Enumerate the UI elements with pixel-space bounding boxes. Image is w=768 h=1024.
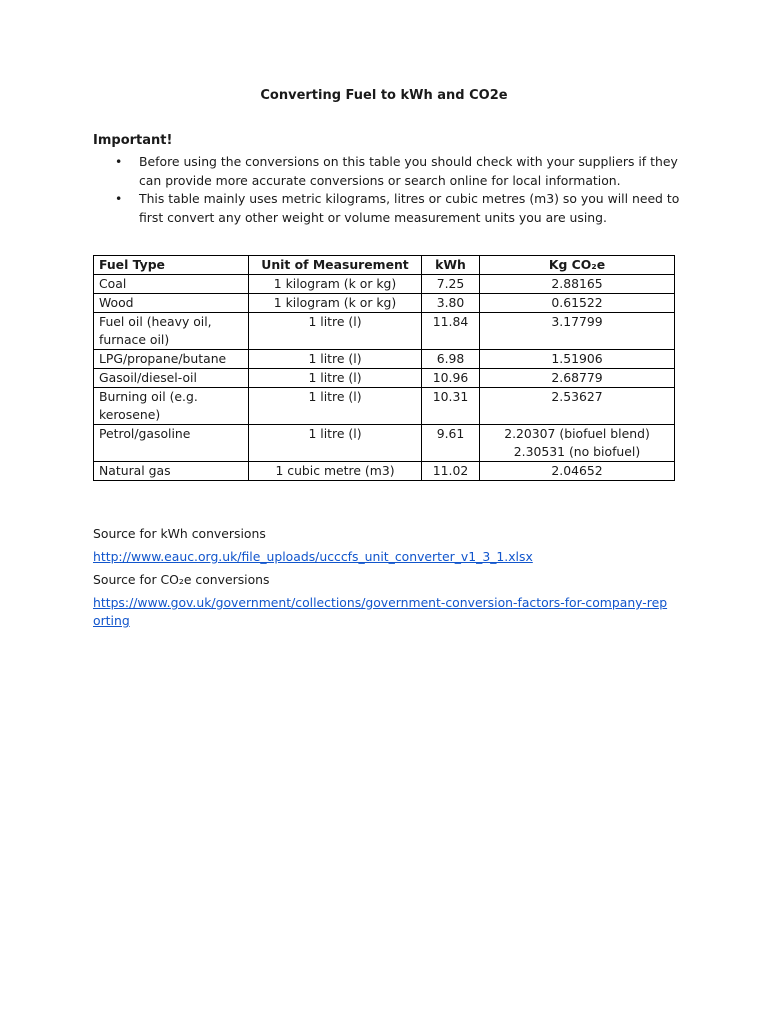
cell-co2: 0.61522 [480,294,675,313]
cell-fuel-type: Petrol/gasoline [94,425,249,462]
bullet-text: This table mainly uses metric kilograms, litres or cubic metres (m3) so you will need to first convert any other weight or volume measurement units you are using. [139,191,680,225]
table-row [94,388,675,425]
cell-fuel-type: Fuel oil (heavy oil, furnace oil) [94,313,249,350]
cell-kwh: 3.80 [422,294,480,313]
cell-co2: 1.51906 [480,350,675,369]
important-bullet-list [93,153,683,227]
cell-co2: 2.88165 [480,275,675,294]
cell-unit: 1 kilogram (k or kg) [249,294,422,313]
co2-source-label: Source for CO₂e conversions [93,572,270,587]
header-unit-of-measurement: Unit of Measurement [249,256,422,275]
cell-fuel-type: Gasoil/diesel-oil [94,369,249,388]
cell-unit: 1 kilogram (k or kg) [249,275,422,294]
important-heading: Important! [93,133,173,148]
cell-co2-line: 2.20307 (biofuel blend) [504,426,650,441]
cell-kwh: 7.25 [422,275,480,294]
table-row [94,350,675,369]
page-title: Converting Fuel to kWh and CO2e [260,88,508,103]
cell-co2-line: 2.30531 (no biofuel) [513,444,641,459]
table-row [94,275,675,294]
kwh-source-link[interactable]: http://www.eauc.org.uk/file_uploads/ucccfs_unit_converter_v1_3_1.xlsx [93,549,533,564]
cell-co2: 2.04652 [480,462,675,481]
cell-fuel-type: Wood [94,294,249,313]
fuel-conversion-table [93,255,675,481]
table-header-row [94,256,675,275]
bullet-dot-icon: • [115,191,123,206]
cell-fuel-type: Natural gas [94,462,249,481]
co2-source-link[interactable]: https://www.gov.uk/government/collections/government-conversion-factors-for-company-reporting [93,595,668,628]
cell-co2: 3.17799 [480,313,675,350]
cell-fuel-type: LPG/propane/butane [94,350,249,369]
cell-kwh: 11.84 [422,313,480,350]
cell-unit: 1 litre (l) [249,425,422,462]
cell-unit: 1 litre (l) [249,388,422,425]
kwh-source-label: Source for kWh conversions [93,526,266,541]
cell-co2: 2.53627 [480,388,675,425]
cell-kwh: 11.02 [422,462,480,481]
table-row [94,462,675,481]
cell-fuel-type: Burning oil (e.g. kerosene) [94,388,249,425]
table-row [94,425,675,462]
cell-unit: 1 cubic metre (m3) [249,462,422,481]
cell-kwh: 10.31 [422,388,480,425]
cell-fuel-type: Coal [94,275,249,294]
cell-kwh: 10.96 [422,369,480,388]
table-row [94,313,675,350]
bullet-text: Before using the conversions on this table you should check with your suppliers if they can provide more accurate conversions or search online for local information. [139,154,678,188]
table-row [94,369,675,388]
cell-kwh: 9.61 [422,425,480,462]
cell-unit: 1 litre (l) [249,350,422,369]
cell-unit: 1 litre (l) [249,313,422,350]
bullet-dot-icon: • [115,154,123,169]
table-row [94,294,675,313]
header-fuel-type: Fuel Type [94,256,249,275]
cell-co2: 2.68779 [480,369,675,388]
cell-kwh: 6.98 [422,350,480,369]
header-kg-co2e: Kg CO₂e [480,256,675,275]
header-kwh: kWh [422,256,480,275]
bullet-item [93,153,683,190]
bullet-item [93,190,683,227]
cell-co2 [480,425,675,462]
cell-unit: 1 litre (l) [249,369,422,388]
